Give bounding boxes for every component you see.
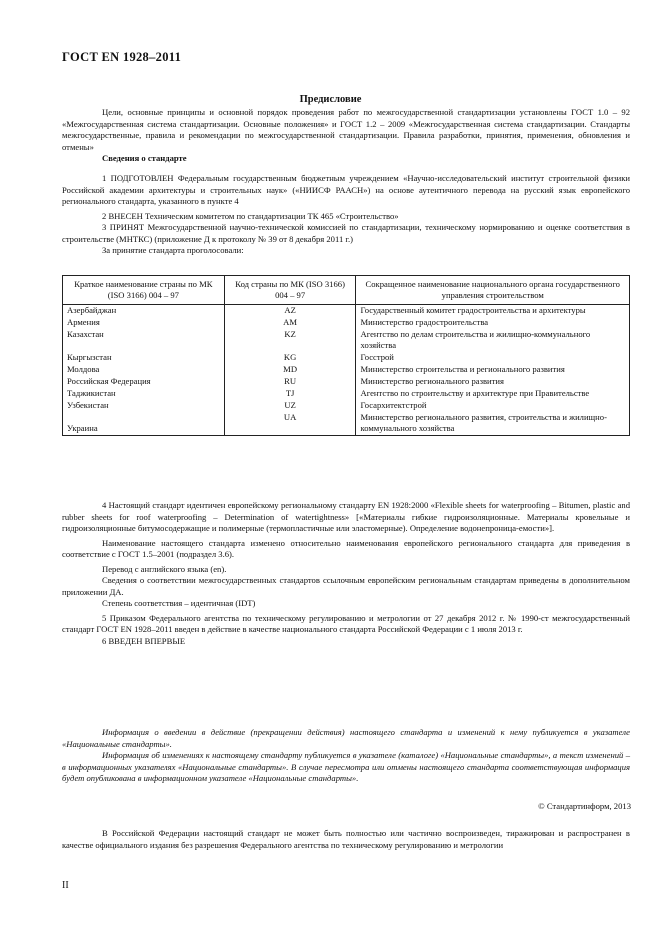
item-3-voted: За принятие стандарта проголосовали: [102, 245, 244, 255]
country-cell: Азербайджан [63, 305, 225, 318]
table-row [63, 400, 630, 412]
code-cell: UZ [224, 400, 356, 412]
country-cell: Армения [63, 317, 225, 329]
code-cell: TJ [224, 388, 356, 400]
country-cell: Молдова [63, 364, 225, 376]
legal-block [62, 828, 630, 851]
column-header-authority: Сокращенное наименование национального органа государственного управления строительством [356, 276, 630, 305]
copyright: © Стандартинформ, 2013 [538, 801, 631, 811]
authority-cell: Министерство регионального развития, строительства и жилищно-коммунального хозяйства [356, 412, 630, 436]
code-cell: UA [224, 412, 356, 436]
country-cell: Таджикистан [63, 388, 225, 400]
code-cell: AZ [224, 305, 356, 318]
legal-notice: В Российской Федерации настоящий стандарт не может быть полностью или частично воспроизведен, тиражирован и распространен в качестве официального издания без разрешения Федерального агентства по техническому регулированию и метрологии [62, 828, 630, 850]
authority-cell: Министерство регионального развития [356, 376, 630, 388]
table-row [63, 352, 630, 364]
item-4-translation: Перевод с английского языка (en). [102, 563, 227, 574]
authority-cell: Агентство по делам строительства и жилищно-коммунального хозяйства [356, 329, 630, 352]
column-header-country: Краткое наименование страны по МК (ISO 3166) 004 – 97 [63, 276, 225, 305]
item-4: 4 Настоящий стандарт идентичен европейскому региональному стандарту EN 1928:2000 «Flexible sheets for waterproofing – Bitumen, plastic and rubber sheets for roof waterproofing – Determination of watertightness» [«Материалы гибкие гидроизоляционные. Материалы кровельные и гидроизоляционные битумосодержащие и полимерные (термопластичные или эластомерные). Определение водонепроница-емости»]. [62, 500, 630, 533]
country-cell: Российская Федерация [63, 376, 225, 388]
info-heading: Сведения о стандарте [102, 153, 187, 163]
country-cell: Казахстан [63, 329, 225, 352]
table-row [63, 317, 630, 329]
code-cell: KZ [224, 329, 356, 352]
column-header-code: Код страны по МК (ISO 3166) 004 – 97 [224, 276, 356, 305]
item-4-references: Сведения о соответствии межгосударственных стандартов ссылочным европейским региональным стандартам приведены в дополнительном приложении ДА. [62, 575, 630, 597]
authority-cell: Госархитектстрой [356, 400, 630, 412]
country-cell: Узбекистан [63, 400, 225, 412]
item-6: 6 ВВЕДЕН ВПЕРВЫЕ [102, 635, 186, 646]
authority-cell: Агентство по строительству и архитектуре при Правительстве [356, 388, 630, 400]
table-row [63, 376, 630, 388]
item-5: 5 Приказом Федерального агентства по техническому регулированию и метрологии от 27 декабря 2012 г. № 1990-ст межгосударственный стандарт ГОСТ EN 1928–2011 введен в действие в качестве национального стандарта Российской Федерации с 1 июля 2013 г. [62, 612, 630, 634]
intro-paragraph: Цели, основные принципы и основной порядок проведения работ по межгосударственной стандартизации установлены ГОСТ 1.0 – 92 «Межгосударственная система стандартизации. Основные положения» и ГОСТ 1.2 – 2009 «Межгосударственная система стандартизации. Стандарты межгосударственные, правила и рекомендации по межгосударственной стандартизации. Правила разработки, принятия, применения, обновления и отмены» [62, 107, 630, 152]
code-cell: MD [224, 364, 356, 376]
item-2: 2 ВНЕСЕН Техническим комитетом по стандартизации ТК 465 «Строительство» [102, 210, 399, 221]
notice-2: Информация об изменениях к настоящему стандарту публикуется в указателе (каталоге) «Национальные стандарты», а текст изменений – в информационных указателях «Национальные стандарты». В случае пересмотра или отмены настоящего стандарта соответствующая информация будет опубликована в информационном указателе «Национальные стандарты». [62, 750, 630, 783]
table-header-row [63, 276, 630, 305]
authority-cell: Министерство строительства и регионального развития [356, 364, 630, 376]
country-cell: Кыргызстан [63, 352, 225, 364]
page-number: II [62, 880, 69, 891]
section-title: Предисловие [299, 94, 362, 105]
item-4-degree: Степень соответствия – идентичная (IDT) [102, 598, 256, 608]
table-row [63, 412, 630, 436]
authority-cell: Госстрой [356, 352, 630, 364]
notice-1: Информация о введении в действие (прекращении действия) настоящего стандарта и изменений к нему публикуется в указателе «Национальные стандарты». [62, 727, 630, 749]
table-row [63, 329, 630, 352]
document-header: ГОСТ EN 1928–2011 [62, 50, 182, 64]
notice-block [62, 727, 630, 785]
table-row [63, 388, 630, 400]
item-1: 1 ПОДГОТОВЛЕН Федеральным государственным бюджетным учреждением «Научно-исследовательский институт строительной физики Российской академии архитектуры и строительных наук» («НИИСФ РААСН») на основе аутентичного перевода на русский язык европейского регионального стандарта, указанного в пункте 4 [62, 173, 630, 206]
code-cell: KG [224, 352, 356, 364]
item-3: 3 ПРИНЯТ Межгосударственной научно-технической комиссией по стандартизации, техническому нормированию и оценке соответствия в строительстве (МНТКС) (приложение Д к протоколу № 39 от 8 декабря 2011 г.) [62, 222, 630, 244]
items-block [62, 173, 630, 257]
items-block-2 [62, 500, 630, 647]
item-4-name-note: Наименование настоящего стандарта изменено относительно наименования европейского регионального стандарта для приведения в соответствие с ГОСТ 1.5–2001 (подраздел 3.6). [62, 537, 630, 559]
country-cell: Украина [63, 412, 225, 436]
code-cell: AM [224, 317, 356, 329]
authority-cell: Государственный комитет градостроительства и архитектуры [356, 305, 630, 318]
table-row [63, 364, 630, 376]
table-row [63, 305, 630, 318]
code-cell: RU [224, 376, 356, 388]
voting-table [62, 275, 630, 436]
authority-cell: Министерство градостроительства [356, 317, 630, 329]
foreword-block [62, 107, 630, 165]
